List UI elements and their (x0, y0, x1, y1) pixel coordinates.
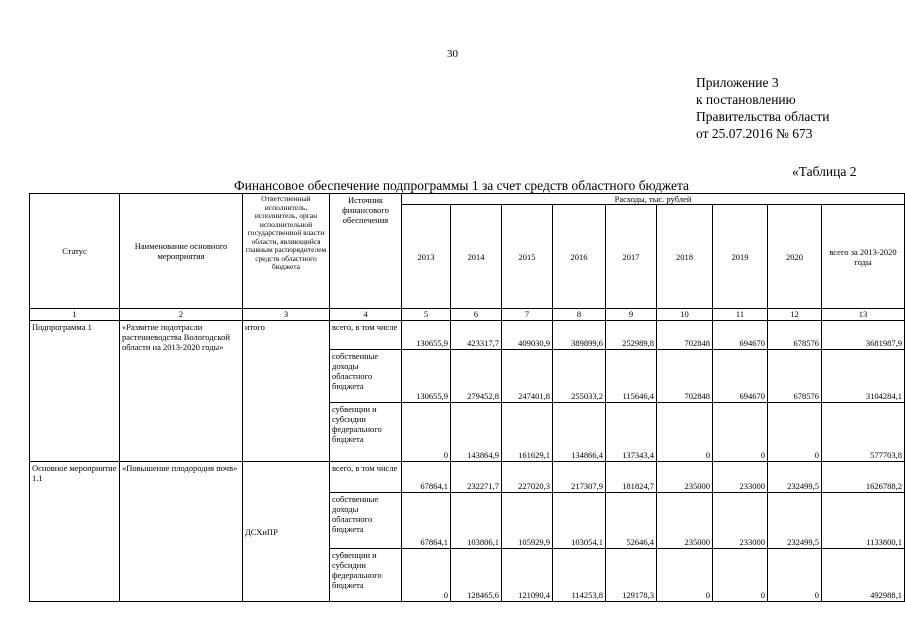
header-expenses: Расходы, тыс. рублей (402, 194, 905, 205)
value-cell: 0 (402, 549, 451, 602)
table-label: «Таблица 2 (792, 164, 857, 179)
value-cell: 115646,4 (606, 350, 657, 403)
value-cell: 129178,3 (606, 549, 657, 602)
value-cell: 694670 (713, 350, 768, 403)
value-cell: 130655,9 (402, 321, 451, 350)
value-cell: 247401,8 (502, 350, 553, 403)
event-name-cell: «Развитие подотрасли растениеводства Вологодской области на 2013-2020 годы» (120, 321, 243, 462)
value-cell: 67864,1 (402, 462, 451, 493)
appendix-line: к постановлению (696, 92, 796, 107)
column-number: 8 (553, 309, 606, 321)
column-number: 3 (243, 309, 330, 321)
header-source: Источник финансового обеспечения (330, 194, 402, 309)
appendix-line: от 25.07.2016 № 673 (696, 126, 813, 141)
column-number: 13 (822, 309, 905, 321)
column-number: 9 (606, 309, 657, 321)
value-cell: 694670 (713, 321, 768, 350)
value-cell: 0 (768, 549, 822, 602)
value-cell: 137343,4 (606, 403, 657, 462)
value-cell: 678576 (768, 350, 822, 403)
value-cell: 235000 (657, 462, 713, 493)
table-title: Финансовое обеспечение подпрограммы 1 за счет средств областного бюджета (233, 178, 690, 193)
value-cell: 409030,9 (502, 321, 553, 350)
appendix-line: Правительства области (696, 109, 830, 124)
value-cell: 52646,4 (606, 493, 657, 549)
appendix-block (696, 74, 829, 142)
source-cell: субвенции и субсидии федерального бюджета (330, 403, 402, 462)
value-cell: 103054,1 (553, 493, 606, 549)
table-row (30, 462, 905, 493)
value-cell: 181824,7 (606, 462, 657, 493)
page-number: 30 (447, 48, 458, 60)
source-cell: собственные доходы областного бюджета (330, 493, 402, 549)
header-status: Статус (30, 194, 120, 309)
value-cell: 235000 (657, 493, 713, 549)
column-number: 10 (657, 309, 713, 321)
value-cell: 233000 (713, 462, 768, 493)
column-number: 5 (402, 309, 451, 321)
source-cell: субвенции и субсидии федерального бюджета (330, 549, 402, 602)
header-year: 2013 (402, 205, 451, 309)
value-cell: 1626788,2 (822, 462, 905, 493)
header-year: 2016 (553, 205, 606, 309)
column-number-row (30, 309, 905, 321)
source-cell: всего, в том числе (330, 321, 402, 350)
value-cell: 279452,8 (451, 350, 502, 403)
column-number: 7 (502, 309, 553, 321)
column-number: 12 (768, 309, 822, 321)
header-year: 2017 (606, 205, 657, 309)
value-cell: 3681987,9 (822, 321, 905, 350)
header-year: 2018 (657, 205, 713, 309)
value-cell: 114253,8 (553, 549, 606, 602)
status-cell: Основное мероприятие 1.1 (30, 462, 120, 602)
table-row (30, 321, 905, 350)
value-cell: 0 (402, 403, 451, 462)
source-cell: всего, в том числе (330, 462, 402, 493)
value-cell: 103806,1 (451, 493, 502, 549)
value-cell: 232499,5 (768, 462, 822, 493)
header-year: 2020 (768, 205, 822, 309)
value-cell: 3104284,1 (822, 350, 905, 403)
value-cell: 678576 (768, 321, 822, 350)
value-cell: 492988,1 (822, 549, 905, 602)
value-cell: 0 (657, 549, 713, 602)
value-cell: 702848 (657, 321, 713, 350)
column-number: 6 (451, 309, 502, 321)
value-cell: 255033,2 (553, 350, 606, 403)
header-executor: Ответственный исполнитель, исполнитель, орган исполнительной государственной власти области, являющийся главным распорядителем средств областного бюджета (243, 194, 330, 309)
value-cell: 0 (713, 403, 768, 462)
value-cell: 233000 (713, 493, 768, 549)
appendix-line: Приложение 3 (696, 75, 779, 90)
value-cell: 0 (768, 403, 822, 462)
value-cell: 423317,7 (451, 321, 502, 350)
value-cell: 227020,3 (502, 462, 553, 493)
value-cell: 232499,5 (768, 493, 822, 549)
column-number: 4 (330, 309, 402, 321)
value-cell: 577703,8 (822, 403, 905, 462)
value-cell: 702848 (657, 350, 713, 403)
value-cell: 217307,9 (553, 462, 606, 493)
column-number: 11 (713, 309, 768, 321)
value-cell: 1133800,1 (822, 493, 905, 549)
financing-table (29, 193, 905, 602)
header-year-total: всего за 2013-2020 годы (822, 205, 905, 309)
column-number: 2 (120, 309, 243, 321)
event-name-cell: «Повышение плодородия почв» (120, 462, 243, 602)
value-cell: 0 (713, 549, 768, 602)
value-cell: 121090,4 (502, 549, 553, 602)
header-name: Наименование основного мероприятия (120, 194, 243, 309)
value-cell: 130655,9 (402, 350, 451, 403)
source-cell: собственные доходы областного бюджета (330, 350, 402, 403)
value-cell: 232271,7 (451, 462, 502, 493)
header-year: 2014 (451, 205, 502, 309)
value-cell: 389899,6 (553, 321, 606, 350)
executor-cell: ДСХиПР (243, 462, 330, 602)
header-year: 2015 (502, 205, 553, 309)
value-cell: 128465,6 (451, 549, 502, 602)
value-cell: 252989,8 (606, 321, 657, 350)
value-cell: 105929,9 (502, 493, 553, 549)
column-number: 1 (30, 309, 120, 321)
header-year: 2019 (713, 205, 768, 309)
value-cell: 0 (657, 403, 713, 462)
status-cell: Подпрограмма 1 (30, 321, 120, 462)
value-cell: 134866,4 (553, 403, 606, 462)
value-cell: 161629,1 (502, 403, 553, 462)
executor-cell: итого (243, 321, 330, 462)
value-cell: 67864,1 (402, 493, 451, 549)
value-cell: 143864,9 (451, 403, 502, 462)
